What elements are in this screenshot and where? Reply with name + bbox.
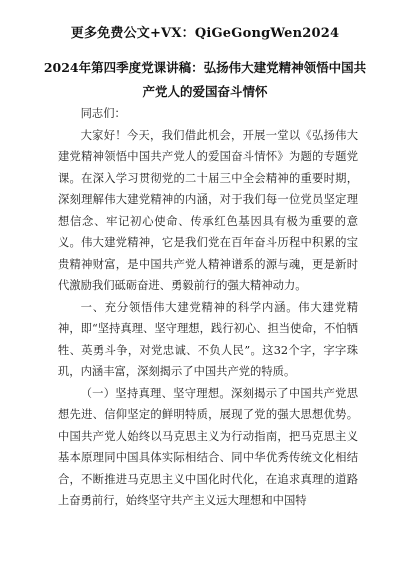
greeting: 同志们： [80, 107, 126, 120]
document-title [40, 56, 370, 104]
title-line-1: 2024年第四季度党课讲稿：弘扬伟大建党精神领悟中国共 [43, 60, 367, 75]
document-body [58, 103, 358, 512]
paragraph-subsection-1: （一）坚持真理、坚守理想。深刻揭示了中国共产党思想先进、信仰坚定的鲜明特质，展现了党的强大思想优势。中国共产党人始终以马克思主义为行动指南，把马克思主义基本原理同中国具体实际相结合、同中华优秀传统文化相结合，不断推进马克思主义中国化时代化，在追求真理的道路上奋勇前行，始终坚守共产主义远大理想和中国特 [58, 386, 358, 507]
watermark-header: 更多免费公文+VX：QiGeGongWen2024 [70, 26, 340, 41]
paragraph-intro: 大家好！今天，我们借此机会，开展一堂以《弘扬伟大建党精神领悟中国共产党人的爱国奋斗情怀》为题的专题党课。在深入学习贯彻党的二十届三中全会精神的重要时期，深刻理解伟大建党精神的内涵，对于我们每一位党员坚定理想信念、牢记初心使命、传承红色基因具有极为重要的意义。伟大建党精神，它是我们党在百年奋斗历程中积累的宝贵精神财富，是中国共产党人精神谱系的源与魂，更是新时代激励我们砥砺奋进、勇毅前行的强大精神动力。 [58, 128, 358, 292]
paragraph-section-1: 一、充分领悟伟大建党精神的科学内涵。伟大建党精神，即“坚持真理、坚守理想，践行初心、担当使命，不怕牺牲、英勇斗争，对党忠诚、不负人民”。这32个字，字字珠玑，内涵丰富，深刻揭示了中国共产党的特质。 [58, 300, 358, 378]
title-line-2: 产党人的爱国奋斗情怀 [142, 84, 268, 99]
